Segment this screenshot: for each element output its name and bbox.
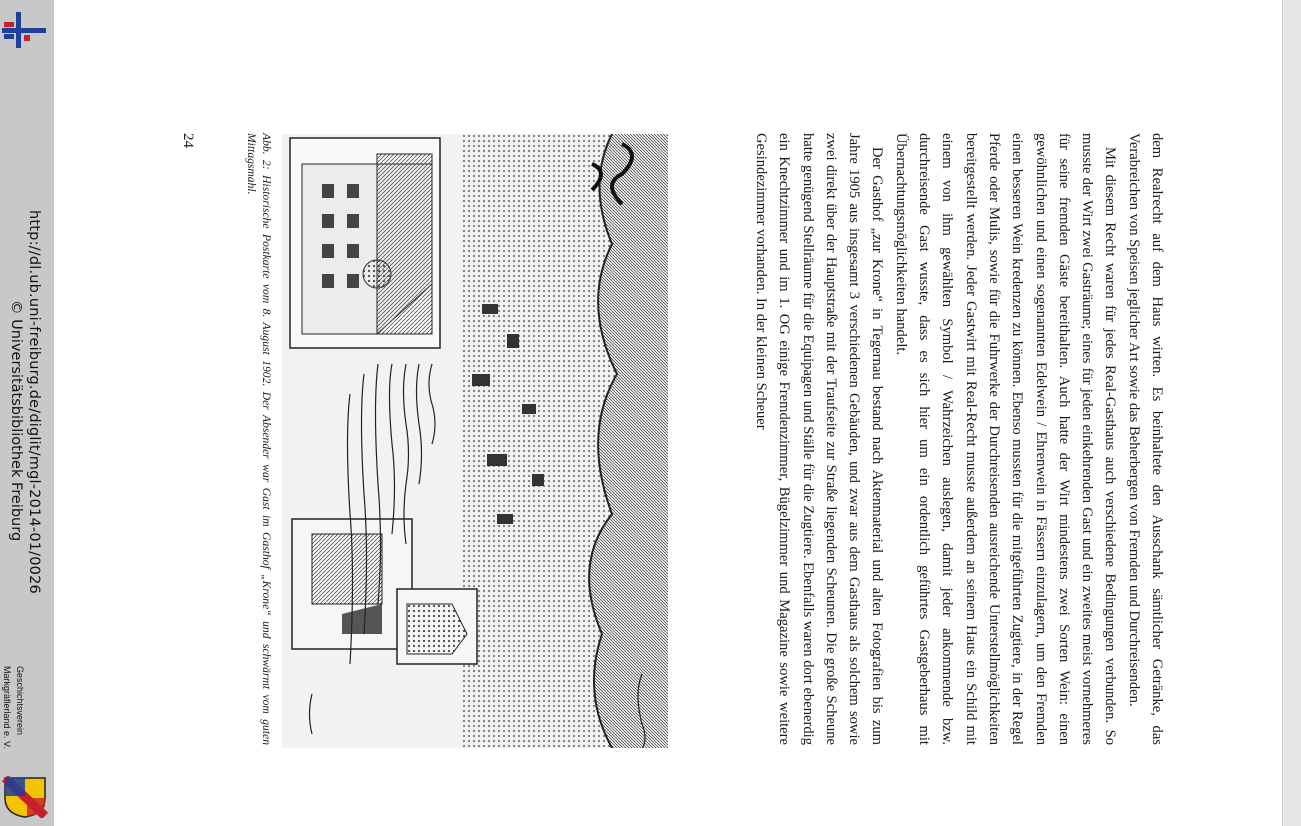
paragraph: Der Gasthof „zur Krone“ in Tegernau bestand nach Aktenmaterial und alten Fotografien bis zum Jahre 1905 aus insgesamt 3 verschiedenen Gebäuden, und zwar aus dem Gasthaus als solchem sowie zwei direkt über der Hauptstraße mit der Traufseite zur Straße liegenden Scheunen. Die große Scheune hatte genügend Stellräume für die Equipagen und Ställe für die Zugtiere. Ebenfalls waren dort ebenerdig ein Knechtzimmer und im 1. OG einige Fremdenzimmer, Bügelzimmer und Magazine sowie weitere Gesindezimmer vorhanden. In der kleinen Scheuer [752, 133, 886, 745]
figure-caption: Abb. 2: Historische Postkarte vom 8. August 1902. Der Absender war Gast im Gasthof „Krone“ und schwärmt vom guten Mittagsmahl. [245, 133, 273, 745]
coat-of-arms-icon [2, 776, 48, 818]
page-number: 24 [180, 133, 196, 148]
body-text [749, 133, 1168, 745]
paragraph: Mit diesem Recht waren für jedes Real-Gasthaus auch verschiedene Bedingungen verbunden. So musste der Wirt zwei Gasträume; eines für jeden einkehrenden Gast und ein zweites meist vornehmeres für seine fremden Gäste bereithalten. Auch hatte der Wirt mindestens zwei Sorten Wein: einen gewöhnlichen und einen sogenannten Edelwein / Ehrenwein in Fässern einzulagern, um den Fremden einen besseren Wein kredenzen zu können. Ebenso mussten für die mitgeführten Zugtiere, in der Regel Pferde oder Mulis, sowie für die Fuhrwerke der Durchreisenden ausreichende Unterstellmöglichkeiten bereitgestellt werden. Jeder Gastwirt mit Real-Recht musste außerdem an seinem Haus ein Schild mit einem von ihm gewählten Symbol / Wahrzeichen auslegen, damit jeder ankommende bzw. durchreisende Gast wusste, dass es sich hier um ein ordentlich geführtes Gastgeberhaus mit Übernachtungsmöglichkeiten handelt. [892, 133, 1119, 745]
society-name-line2: Markgräflerland e. V. [2, 666, 12, 749]
viewer-right-edge [1282, 0, 1301, 826]
viewer-sidebar [0, 0, 54, 826]
paragraph: dem Realrecht auf dem Haus wirten. Es beinhaltete den Ausschank sämtlicher Getränke, das Verabreichen von Speisen jeglicher Art sowie das Beherbergen von Fremden und Durchreisenden. [1125, 133, 1165, 745]
society-name-line1: Geschichtsverein [15, 666, 25, 736]
source-url[interactable]: http://dl.ub.uni-freiburg.de/diglit/mgl-2014-01/0026 [26, 210, 42, 594]
historic-postcard-image [282, 134, 668, 748]
library-logo-icon [2, 8, 46, 52]
copyright-notice: © Universitätsbibliothek Freiburg [8, 300, 24, 542]
